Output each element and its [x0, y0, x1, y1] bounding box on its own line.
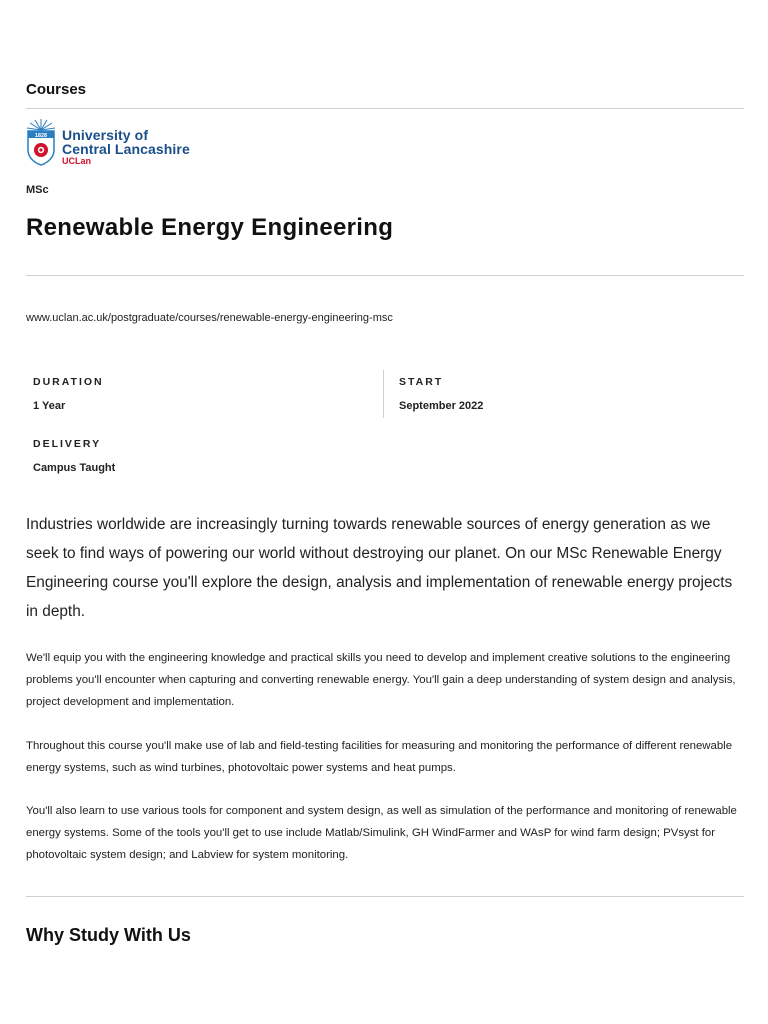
- intro-paragraph: Industries worldwide are increasingly turning towards renewable sources of energy generation as we seek to find ways of powering our world without destroying our planet. On our MSc Renewable Energy Engineering course you'll explore the design, analysis and implementation of renewable energy projects in depth.: [26, 516, 733, 620]
- divider: [26, 275, 744, 276]
- fact-label: DELIVERY: [33, 438, 102, 450]
- course-url[interactable]: www.uclan.ac.uk/postgraduate/courses/renewable-energy-engineering-msc: [26, 312, 393, 324]
- fact-value: 1 Year: [33, 400, 66, 412]
- course-level: MSc: [26, 184, 49, 196]
- body-paragraph: Throughout this course you'll make use of lab and field-testing facilities for measuring and monitoring the performance of different renewable energy systems, such as wind turbines, photovoltaic power systems and heat pumps.: [26, 740, 733, 774]
- fact-delivery: [33, 438, 115, 474]
- divider: [26, 896, 744, 897]
- fact-duration: [33, 376, 104, 412]
- course-facts: [26, 370, 744, 480]
- section-heading: Courses: [26, 81, 87, 98]
- crest-year: 1828: [34, 133, 48, 139]
- fact-divider: [383, 370, 384, 418]
- university-logo[interactable]: [26, 118, 190, 166]
- fact-label: DURATION: [33, 376, 104, 388]
- logo-short-name: UCLan: [62, 156, 91, 166]
- page-title: Renewable Energy Engineering: [26, 214, 394, 241]
- fact-value: September 2022: [399, 400, 484, 412]
- body-paragraph: We'll equip you with the engineering knowledge and practical skills you need to develop and implement creative solutions to the engineering problems you'll encounter when capturing and converting renewable energy. You'll gain a deep understanding of system design and analysis, project development and implementation.: [26, 652, 736, 708]
- divider: [26, 108, 744, 109]
- fact-value: Campus Taught: [33, 462, 116, 474]
- crest-icon: [26, 118, 56, 166]
- fact-start: [399, 376, 483, 412]
- logo-line-2: Central Lancashire: [62, 141, 190, 157]
- section-title: Why Study With Us: [26, 925, 191, 945]
- fact-label: START: [399, 376, 444, 388]
- body-paragraph: You'll also learn to use various tools for component and system design, as well as simulation of the performance and monitoring of renewable energy systems. Some of the tools you'll get to use include Matlab/Simulink, GH WindFarmer and WAsP for wind farm design; PVsyst for photovoltaic system design; and Labview for system monitoring.: [26, 805, 737, 861]
- logo-line-1: University of: [62, 127, 149, 143]
